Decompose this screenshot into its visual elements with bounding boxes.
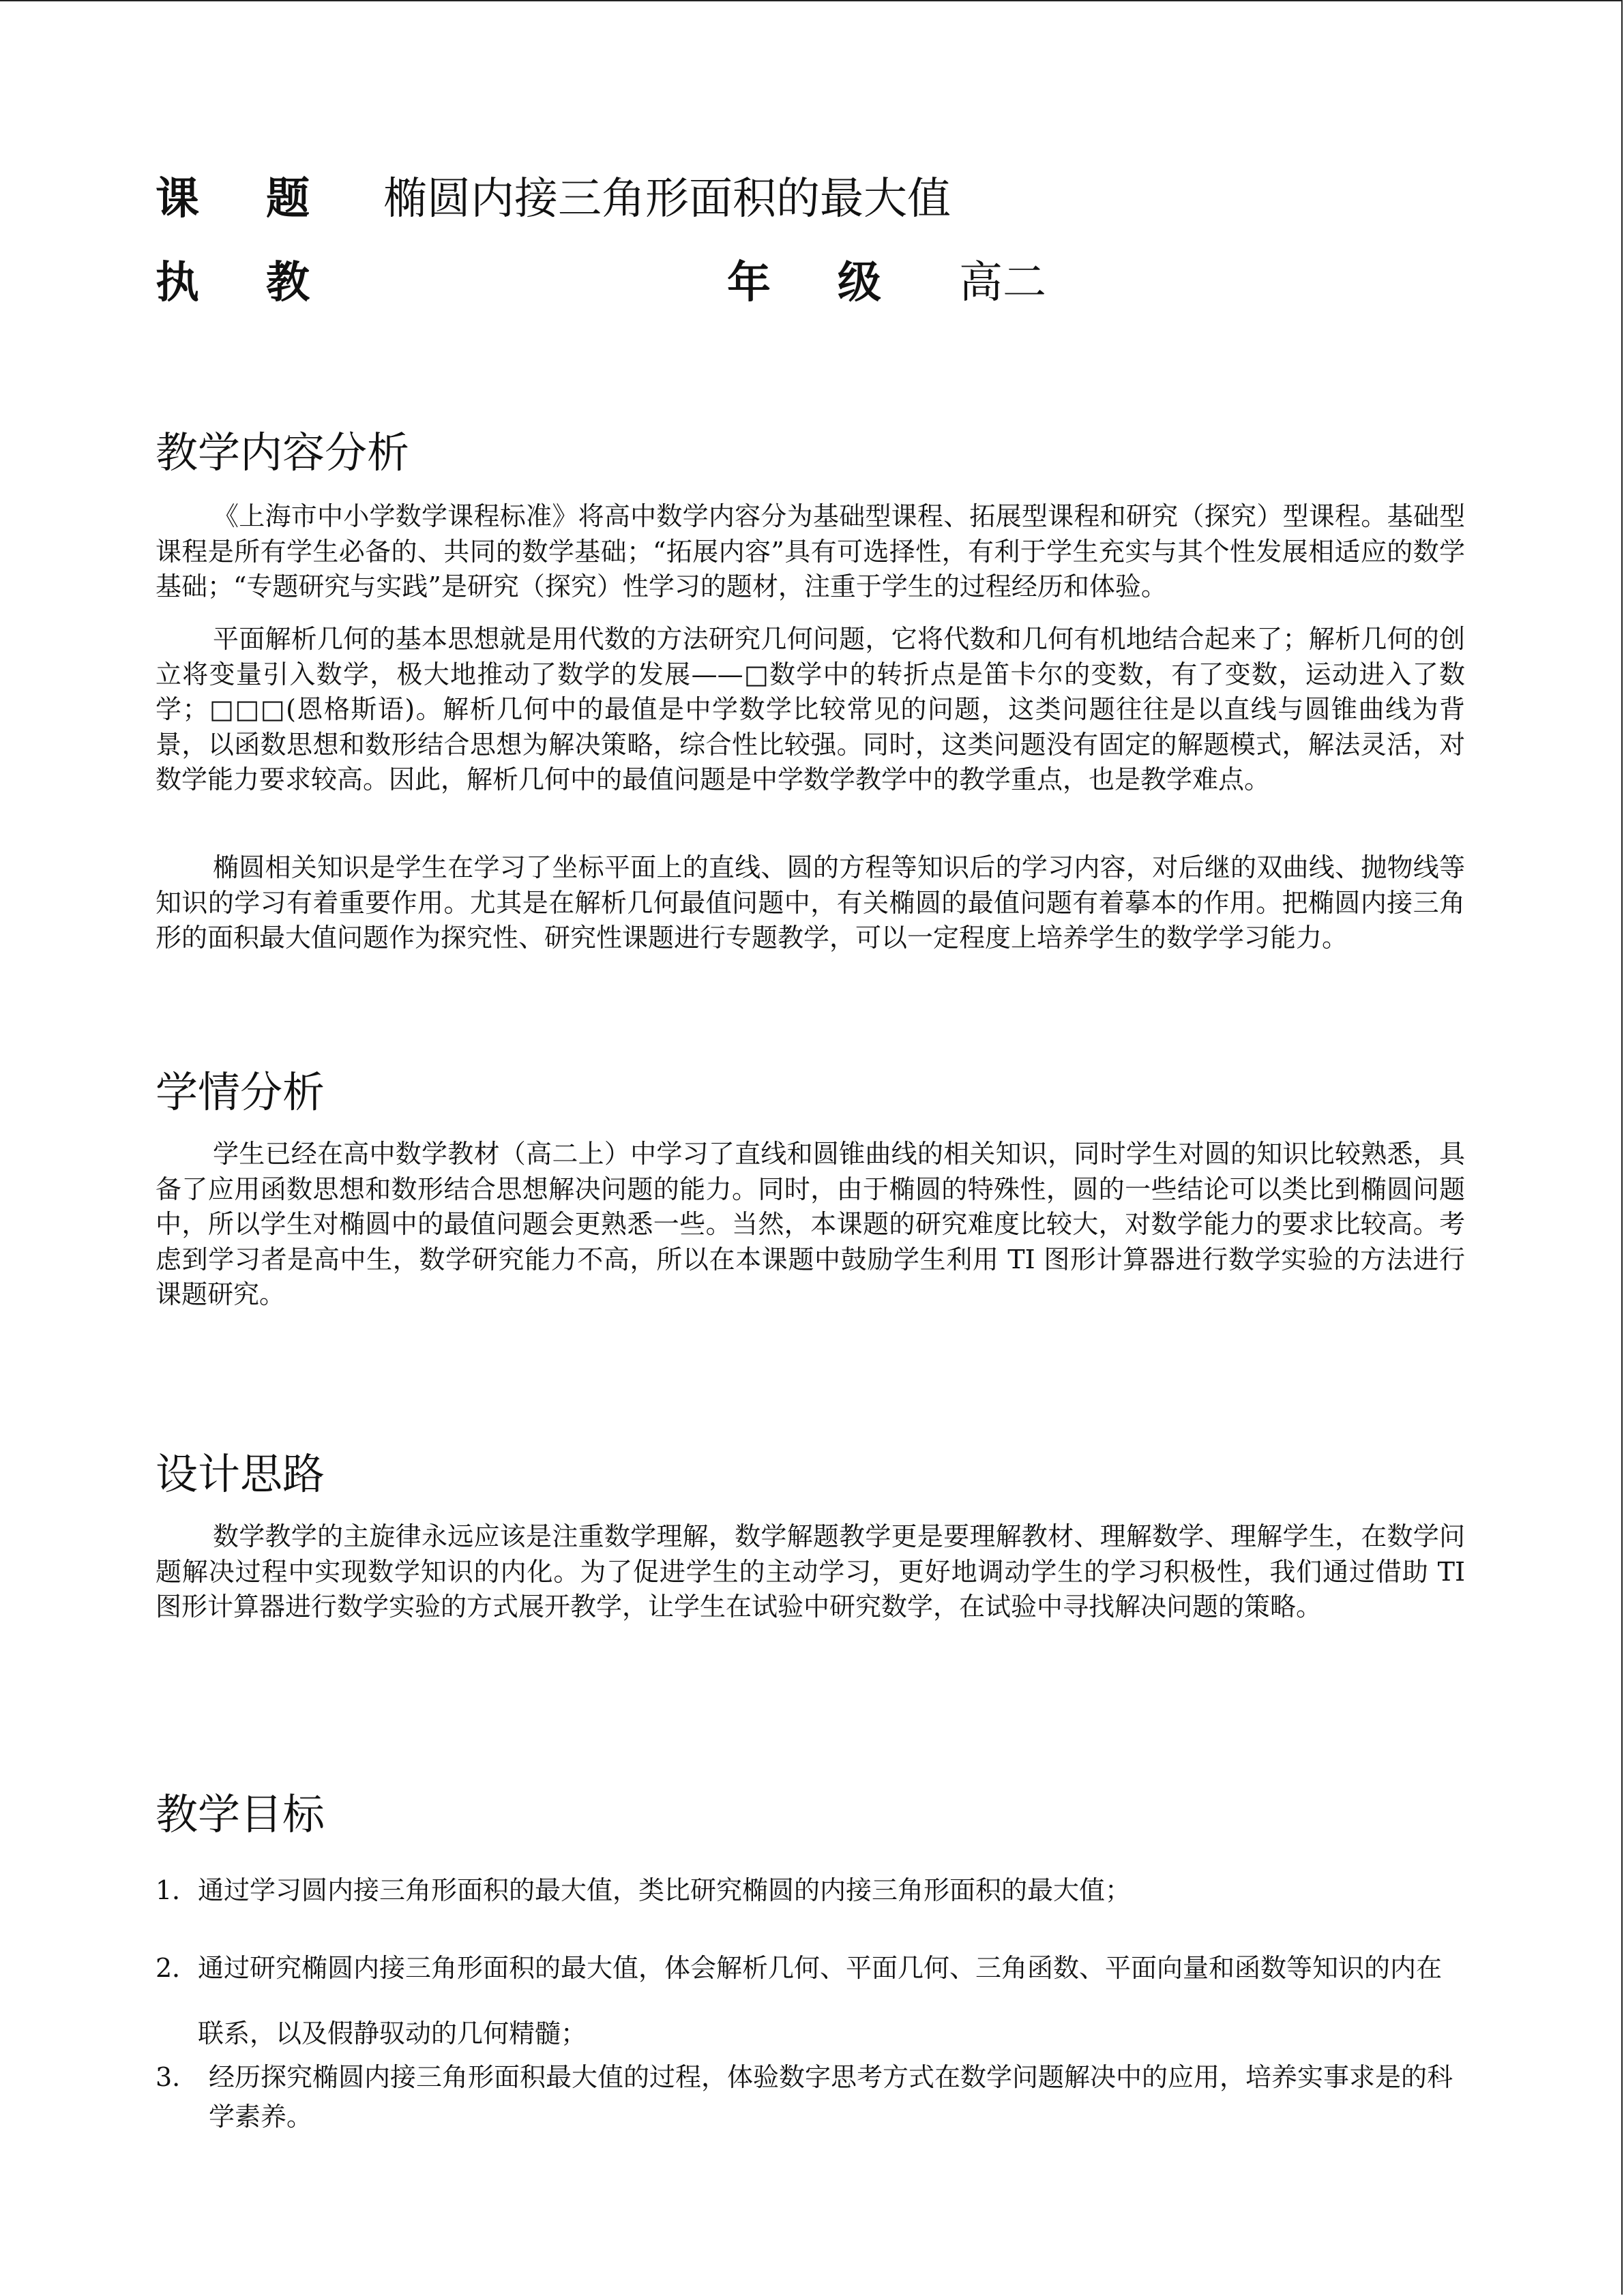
- grade-value: 高二: [959, 258, 1046, 308]
- section-title-objectives: 教学目标: [156, 1789, 325, 1839]
- section-title-student-analysis: 学情分析: [156, 1067, 325, 1117]
- section-title-design-idea: 设计思路: [156, 1449, 325, 1499]
- objective-number: 2．: [156, 1953, 198, 1983]
- objective-item: [156, 2057, 1465, 2136]
- section-title-content-analysis: 教学内容分析: [156, 428, 410, 477]
- objective-item: [156, 1935, 1465, 2066]
- teacher-row: [156, 256, 377, 310]
- grade-label: 年级: [727, 258, 948, 308]
- teacher-label: 执教: [156, 258, 377, 308]
- objective-number: 3.: [156, 2062, 181, 2092]
- objective-item: [156, 1873, 1465, 1907]
- grade-row: [727, 256, 948, 310]
- topic-row: [156, 172, 377, 226]
- topic-label: 课题: [156, 174, 377, 224]
- student-analysis-paragraph: 学生已经在高中数学教材（高二上）中学习了直线和圆锥曲线的相关知识，同时学生对圆的知识比较熟悉，具备了应用函数思想和数形结合思想解决问题的能力。同时，由于椭圆的特殊性，圆的一些结论可以类比到椭圆问题中，所以学生对椭圆中的最值问题会更熟悉一些。当然，本课题的研究难度比较大，对数学能力的要求比较高。考虑到学习者是高中生，数学研究能力不高，所以在本课题中鼓励学生利用 TI 图形计算器进行数学实验的方法进行课题研究。: [156, 1139, 1465, 1309]
- content-analysis-paragraph: 椭圆相关知识是学生在学习了坐标平面上的直线、圆的方程等知识后的学习内容，对后继的双曲线、抛物线等知识的学习有着重要作用。尤其是在解析几何最值问题中，有关椭圆的最值问题有着摹本的作用。把椭圆内接三角形的面积最大值问题作为探究性、研究性课题进行专题教学，可以一定程度上培养学生的数学学习能力。: [156, 852, 1465, 953]
- objective-text: 通过学习圆内接三角形面积的最大值，类比研究椭圆的内接三角形面积的最大值；: [198, 1875, 1132, 1905]
- objective-text: 经历探究椭圆内接三角形面积最大值的过程，体验数字思考方式在数学问题解决中的应用，培养实事求是的科学素养。: [209, 2062, 1453, 2132]
- content-analysis-paragraph: 《上海市中小学数学课程标准》将高中数学内容分为基础型课程、拓展型课程和研究（探究）型课程。基础型课程是所有学生必备的、共同的数学基础；“拓展内容”具有可选择性，有利于学生充实与其个性发展相适应的数学基础；“专题研究与实践”是研究（探究）性学习的题材，注重于学生的过程经历和体验。: [156, 501, 1465, 601]
- content-analysis-paragraph: 平面解析几何的基本思想就是用代数的方法研究几何问题，它将代数和几何有机地结合起来了；解析几何的创立将变量引入数学，极大地推动了数学的发展——□数学中的转折点是笛卡尔的变数，有了变数，运动进入了数学；□□□(恩格斯语)。解析几何中的最值是中学数学比较常见的问题，这类问题往往是以直线与圆锥曲线为背景，以函数思想和数形结合思想为解决策略，综合性比较强。同时，这类问题没有固定的解题模式，解法灵活，对数学能力要求较高。因此，解析几何中的最值问题是中学数学教学中的教学重点，也是教学难点。: [156, 624, 1465, 794]
- objective-text: 通过研究椭圆内接三角形面积的最大值，体会解析几何、平面几何、三角函数、平面向量和函数等知识的内在联系，以及假静驭动的几何精髓；: [198, 1953, 1443, 2048]
- objective-number: 1．: [156, 1875, 198, 1905]
- topic-value: 椭圆内接三角形面积的最大值: [383, 174, 951, 224]
- design-idea-paragraph: 数学教学的主旋律永远应该是注重数学理解，数学解题教学更是要理解教材、理解数学、理解学生，在数学问题解决过程中实现数学知识的内化。为了促进学生的主动学习，更好地调动学生的学习积极性，我们通过借助 TI 图形计算器进行数学实验的方式展开教学，让学生在试验中研究数学，在试验中寻找解决问题的策略。: [156, 1521, 1465, 1622]
